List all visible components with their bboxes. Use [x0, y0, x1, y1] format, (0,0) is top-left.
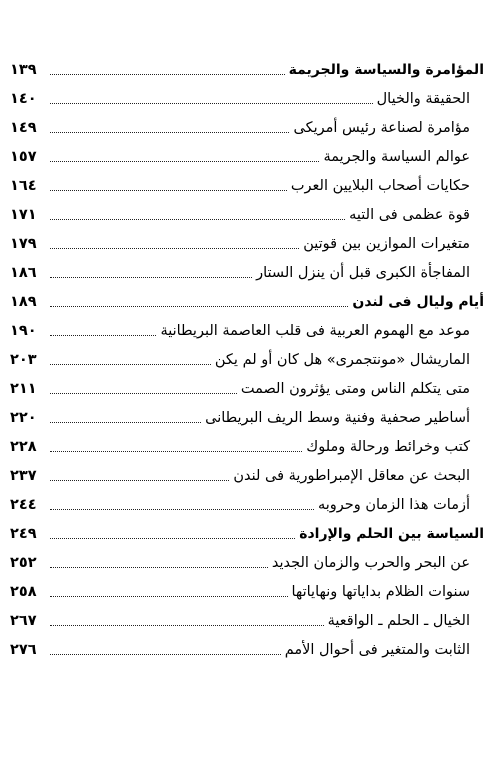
toc-entry-row — [10, 255, 484, 284]
toc-entry-row — [10, 371, 484, 400]
toc-page-number: ٢٥٨ — [10, 584, 37, 600]
dot-leader — [50, 509, 314, 510]
toc-page-number: ٢٤٩ — [10, 526, 37, 542]
toc-page-number: ٢٢٠ — [10, 410, 37, 426]
toc-page-number: ١٩٠ — [10, 323, 37, 339]
toc-entry-title: البحث عن معاقل الإمبراطورية فى لندن — [233, 468, 470, 484]
toc-page-number: ١٣٩ — [10, 62, 37, 78]
toc-entry-row — [10, 197, 484, 226]
toc-entry-row — [10, 400, 484, 429]
toc-section-row — [10, 52, 484, 81]
dot-leader — [50, 567, 268, 568]
toc-page-number: ١٧٩ — [10, 236, 37, 252]
toc-entry-title: أساطير صحفية وفنية وسط الريف البريطانى — [205, 410, 470, 426]
toc-entry-row — [10, 110, 484, 139]
toc-page-number: ١٦٤ — [10, 178, 37, 194]
toc-entry-title: كتب وخرائط ورحالة وملوك — [306, 439, 470, 455]
dot-leader — [50, 219, 345, 220]
dot-leader — [50, 335, 156, 336]
dot-leader — [50, 538, 295, 539]
toc-entry-title: مؤامرة لصناعة رئيس أمريكى — [293, 120, 470, 136]
dot-leader — [50, 422, 201, 423]
toc-section-title: المؤامرة والسياسة والجريمة — [288, 62, 484, 78]
toc-entry-title: الماريشال «مونتجمرى» هل كان أو لم يكن — [214, 352, 470, 368]
toc-entry-row — [10, 545, 484, 574]
toc-entry-title: المفاجأة الكبرى قبل أن ينزل الستار — [256, 265, 470, 281]
dot-leader — [50, 364, 211, 365]
toc-page-number: ١٨٦ — [10, 265, 37, 281]
dot-leader — [50, 190, 287, 191]
toc-section-title: أيام وليال فى لندن — [352, 294, 484, 310]
toc-page-number: ٢٣٧ — [10, 468, 37, 484]
dot-leader — [50, 161, 319, 162]
toc-entry-row — [10, 226, 484, 255]
toc-entry-title: موعد مع الهموم العربية فى قلب العاصمة البريطانية — [160, 323, 470, 339]
toc-entry-title: متى يتكلم الناس ومتى يؤثرون الصمت — [240, 381, 470, 397]
dot-leader — [50, 393, 237, 394]
toc-section-row — [10, 284, 484, 313]
toc-entry-title: قوة عظمى فى التيه — [349, 207, 470, 223]
toc-entry-row — [10, 139, 484, 168]
toc-entry-row — [10, 81, 484, 110]
toc-entry-title: الحقيقة والخيال — [376, 91, 470, 107]
dot-leader — [50, 103, 373, 104]
dot-leader — [50, 654, 281, 655]
toc-section-row — [10, 516, 484, 545]
dot-leader — [50, 306, 348, 307]
toc-entry-row — [10, 429, 484, 458]
toc-page-number: ١٥٧ — [10, 149, 37, 165]
toc-entry-row — [10, 313, 484, 342]
toc-page-number: ١٨٩ — [10, 294, 37, 310]
dot-leader — [50, 74, 285, 75]
toc-section-title: السياسة بين الحلم والإرادة — [299, 526, 484, 542]
toc-entry-row — [10, 574, 484, 603]
toc-entry-row — [10, 342, 484, 371]
dot-leader — [50, 451, 302, 452]
toc-page-number: ٢٦٧ — [10, 613, 37, 629]
toc-page-number: ١٧١ — [10, 207, 37, 223]
toc-entry-row — [10, 458, 484, 487]
dot-leader — [50, 277, 252, 278]
toc-entry-title: حكايات أصحاب البلايين العرب — [290, 178, 470, 194]
dot-leader — [50, 596, 288, 597]
toc-entry-row — [10, 632, 484, 661]
toc-entry-row — [10, 603, 484, 632]
toc-page-number: ٢١١ — [10, 381, 37, 397]
toc-page-number: ٢٠٣ — [10, 352, 37, 368]
toc-page-number: ٢٢٨ — [10, 439, 37, 455]
toc-page-number: ٢٤٤ — [10, 497, 37, 513]
toc-entry-row — [10, 168, 484, 197]
toc-page-number: ٢٧٦ — [10, 642, 37, 658]
toc-entry-title: الخيال ـ الحلم ـ الواقعية — [327, 613, 470, 629]
toc-entry-row — [10, 487, 484, 516]
table-of-contents — [10, 52, 484, 661]
toc-entry-title: سنوات الظلام بداياتها ونهاياتها — [291, 584, 470, 600]
toc-entry-title: الثابت والمتغير فى أحوال الأمم — [284, 642, 470, 658]
toc-page-number: ١٤٩ — [10, 120, 37, 136]
toc-page-number: ١٤٠ — [10, 91, 37, 107]
toc-entry-title: أزمات هذا الزمان وحروبه — [317, 497, 470, 513]
toc-entry-title: عن البحر والحرب والزمان الجديد — [271, 555, 470, 571]
dot-leader — [50, 625, 324, 626]
toc-entry-title: عوالم السياسة والجريمة — [323, 149, 470, 165]
dot-leader — [50, 248, 299, 249]
toc-page-number: ٢٥٢ — [10, 555, 37, 571]
dot-leader — [50, 132, 289, 133]
dot-leader — [50, 480, 229, 481]
toc-entry-title: متغيرات الموازين بين قوتين — [303, 236, 470, 252]
